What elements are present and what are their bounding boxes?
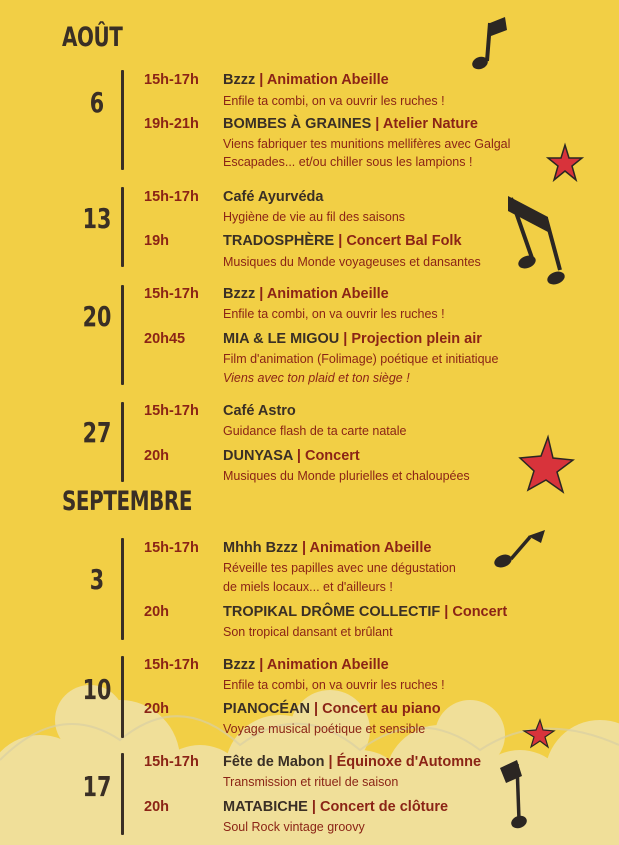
event-description: Enfile ta combi, on va ouvrir les ruches !: [223, 94, 445, 108]
day-number: 20: [82, 300, 112, 333]
event-separator: |: [296, 448, 301, 464]
event-description: Transmission et rituel de saison: [223, 775, 399, 789]
event-description: Réveille tes papilles avec une dégustation: [223, 561, 456, 575]
event-time: 20h: [144, 799, 169, 815]
event-description: Musiques du Monde plurielles et chaloupées: [223, 469, 470, 483]
month-heading-aout: AOÛT: [62, 22, 123, 53]
event-time: 15h-17h: [144, 540, 199, 556]
day-number: 10: [82, 673, 112, 706]
event-time: 15h-17h: [144, 657, 199, 673]
event-description: Film d'animation (Folimage) poétique et initiatique: [223, 352, 499, 366]
event-name: Café Ayurvéda: [223, 189, 324, 205]
event-name: MATABICHE: [223, 799, 308, 815]
day-number: 6: [89, 86, 105, 119]
event-name: TRADOSPHÈRE: [223, 233, 335, 249]
event-name: DUNYASA: [223, 448, 293, 464]
event-time: 15h-17h: [144, 189, 199, 205]
star-icon: [520, 437, 573, 492]
event-time: 15h-17h: [144, 72, 199, 88]
event-separator: |: [338, 233, 343, 249]
event-time: 20h: [144, 604, 169, 620]
event-name: Mhhh Bzzz: [223, 540, 298, 556]
event-category: Équinoxe d'Automne: [336, 754, 482, 770]
day-number: 13: [82, 202, 112, 235]
event-category: Concert Bal Folk: [346, 233, 462, 249]
event-description: Musiques du Monde voyageuses et dansantes: [223, 255, 481, 269]
event-note: Viens avec ton plaid et ton siège !: [223, 371, 410, 385]
event-category: Animation Abeille: [266, 286, 389, 302]
event-description: Son tropical dansant et brûlant: [223, 625, 393, 639]
event-description: Escapades... et/ou chiller sous les lampions !: [223, 155, 473, 169]
event-category: Animation Abeille: [266, 657, 389, 673]
event-description: Guidance flash de ta carte natale: [223, 424, 407, 438]
event-category: Atelier Nature: [382, 116, 478, 132]
event-name: Bzzz: [223, 72, 256, 88]
event-separator: |: [311, 799, 316, 815]
day-number: 17: [82, 770, 112, 803]
event-separator: |: [328, 754, 333, 770]
event-separator: |: [259, 72, 264, 88]
music-note-icon: [492, 530, 545, 570]
event-time: 19h: [144, 233, 169, 249]
day-number: 3: [89, 563, 105, 596]
event-time: 15h-17h: [144, 754, 199, 770]
event-category: Projection plein air: [351, 331, 482, 347]
event-name: Café Astro: [223, 403, 296, 419]
event-name: Fête de Mabon: [223, 754, 325, 770]
event-category: Concert de clôture: [319, 799, 449, 815]
event-description: Soul Rock vintage groovy: [223, 820, 365, 834]
event-separator: |: [259, 657, 264, 673]
event-description: Hygiène de vie au fil des saisons: [223, 210, 406, 224]
event-time: 19h-21h: [144, 116, 199, 132]
event-separator: |: [375, 116, 380, 132]
event-name: PIANOCÉAN: [223, 701, 311, 717]
day-number: 27: [82, 416, 112, 449]
event-category: Concert: [452, 604, 508, 620]
event-description: Enfile ta combi, on va ouvrir les ruches !: [223, 678, 445, 692]
music-note-icon: [470, 17, 507, 71]
event-description: Viens fabriquer tes munitions mellifères avec Galgal: [223, 137, 511, 151]
event-category: Concert: [304, 448, 360, 464]
event-name: Bzzz: [223, 286, 256, 302]
event-time: 20h45: [144, 331, 186, 347]
event-description: de miels locaux... et d'ailleurs !: [223, 580, 393, 594]
double-music-note-icon: [508, 196, 567, 287]
event-name: MIA & LE MIGOU: [223, 331, 340, 347]
music-note-icon: [500, 760, 529, 830]
event-separator: |: [343, 331, 348, 347]
event-separator: |: [444, 604, 449, 620]
star-icon: [548, 145, 582, 180]
event-description: Enfile ta combi, on va ouvrir les ruches !: [223, 307, 445, 321]
event-name: TROPIKAL DRÔME COLLECTIF: [223, 604, 441, 620]
event-category: Animation Abeille: [266, 72, 389, 88]
event-time: 15h-17h: [144, 403, 199, 419]
event-separator: |: [259, 286, 264, 302]
star-icon: [524, 720, 554, 747]
event-time: 20h: [144, 701, 169, 717]
event-category: Concert au piano: [322, 701, 441, 717]
event-separator: |: [314, 701, 319, 717]
event-name: BOMBES À GRAINES: [223, 116, 372, 132]
event-time: 15h-17h: [144, 286, 199, 302]
event-name: Bzzz: [223, 657, 256, 673]
event-category: Animation Abeille: [309, 540, 432, 556]
event-description: Voyage musical poétique et sensible: [223, 722, 426, 736]
event-separator: |: [301, 540, 306, 556]
month-heading-septembre: SEPTEMBRE: [62, 486, 193, 517]
event-time: 20h: [144, 448, 169, 464]
